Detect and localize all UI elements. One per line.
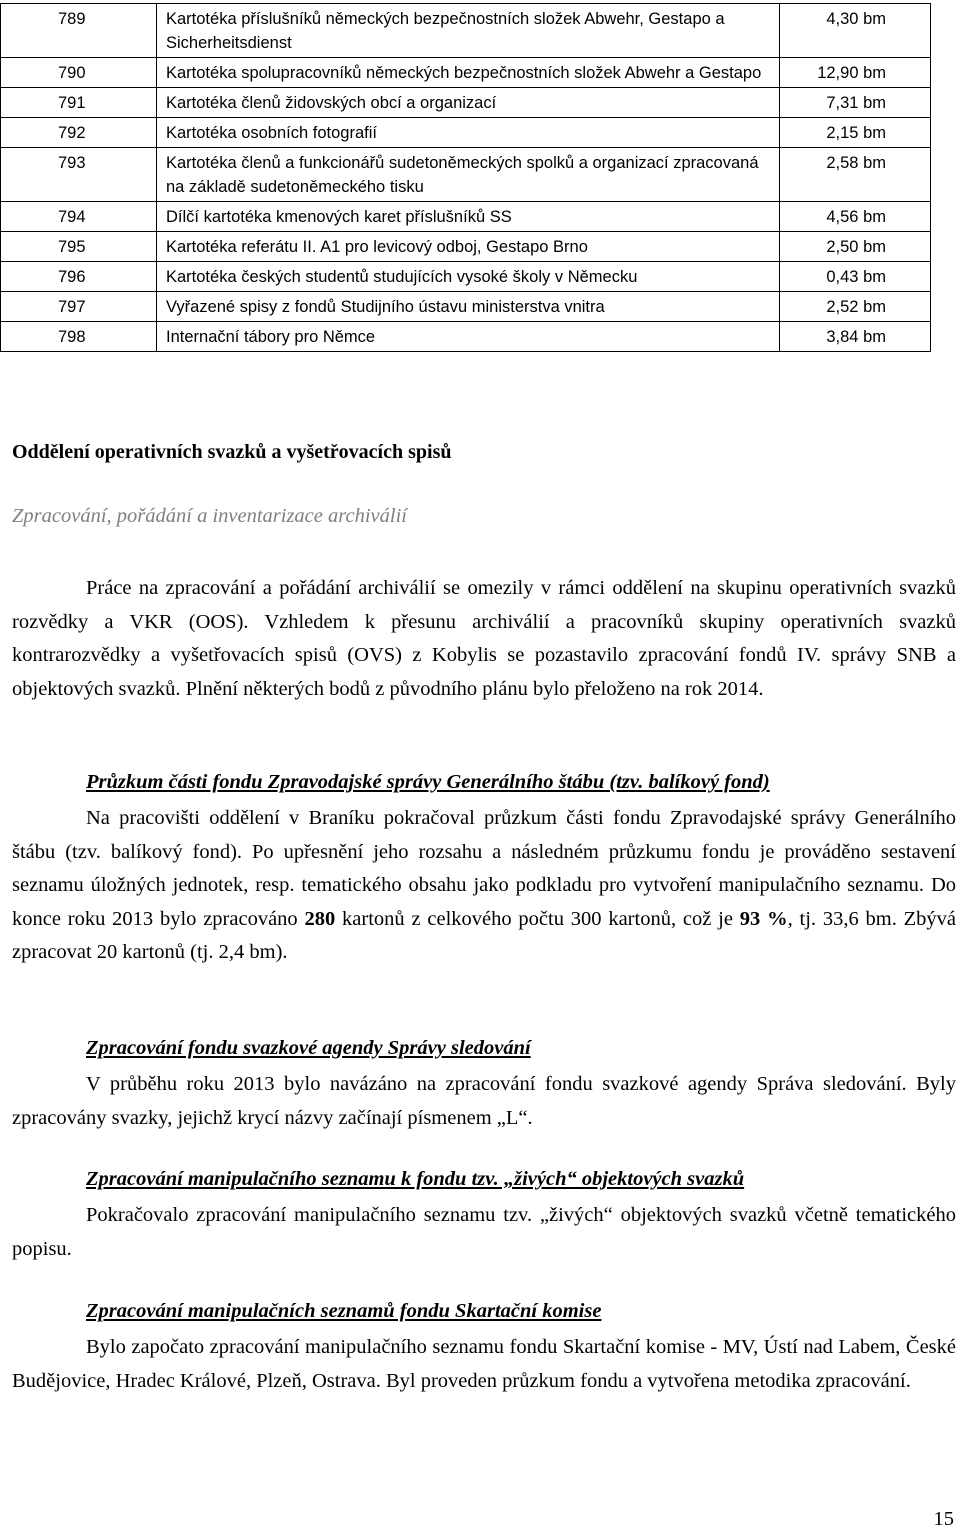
section-text-balikovy-fond [12,802,956,970]
section-title-balikovy-fond: Průzkum části fondu Zpravodajské správy Generálního štábu (tzv. balíkový fond) [86,771,770,793]
row-description: Kartotéka členů židovských obcí a organizací [157,88,780,118]
section-subheading: Zpracování, pořádání a inventarizace archiválií [12,505,407,527]
section-text-sprava-sledovani [12,1068,956,1135]
row-size: 2,15 bm [780,118,931,148]
table-row [1,58,931,88]
row-number: 798 [1,322,157,352]
paragraph-text: Na pracovišti oddělení v Braníku pokračoval průzkum části fondu Zpravodajské správy Generálního štábu (tzv. balíkový fond). Po upřesnění jeho rozsahu a následném průzkumu fondu je prováděno sestavení seznamu úložných jednotek, resp. tematického obsahu jako podkladu pro vytvoření manipulačního seznamu. Do konce roku 2013 bylo zpracováno [12,807,956,930]
row-description: Kartotéka příslušníků německých bezpečnostních složek Abwehr, Gestapo a Sicherheitsdienst [157,4,780,58]
department-heading: Oddělení operativních svazků a vyšetřovacích spisů [12,441,452,463]
row-number: 789 [1,4,157,58]
row-number: 791 [1,88,157,118]
paragraph-text: Pokračovalo zpracování manipulačního seznamu tzv. „živých“ objektových svazků včetně tematického popisu. [12,1204,956,1260]
row-size: 2,58 bm [780,148,931,202]
row-number: 790 [1,58,157,88]
row-description: Vyřazené spisy z fondů Studijního ústavu ministerstva vnitra [157,292,780,322]
page-number: 15 [933,1508,954,1530]
row-size: 0,43 bm [780,262,931,292]
intro-paragraph [12,572,956,706]
row-description: Dílčí kartotéka kmenových karet příslušníků SS [157,202,780,232]
table-row [1,232,931,262]
section-title-sprava-sledovani: Zpracování fondu svazkové agendy Správy sledování [86,1037,531,1059]
row-number: 797 [1,292,157,322]
paragraph-text: Bylo započato zpracování manipulačního seznamu fondu Skartační komise - MV, Ústí nad Labem, České Budějovice, Hradec Králové, Plzeň, Ostrava. Byl proveden průzkum fondu a vytvořena metodika zpracování. [12,1336,956,1392]
table-row [1,118,931,148]
table-row [1,322,931,352]
row-number: 795 [1,232,157,262]
section-text-skartacni-komise [12,1331,956,1398]
section-text-zive-svazky [12,1199,956,1266]
row-description: Kartotéka spolupracovníků německých bezpečnostních složek Abwehr a Gestapo [157,58,780,88]
row-size: 2,50 bm [780,232,931,262]
table-row [1,4,931,58]
row-description: Internační tábory pro Němce [157,322,780,352]
table-row [1,202,931,232]
inventory-table [0,3,931,352]
row-size: 2,52 bm [780,292,931,322]
inventory-table-body [1,4,931,352]
row-number: 792 [1,118,157,148]
table-row [1,292,931,322]
row-number: 794 [1,202,157,232]
row-size: 3,84 bm [780,322,931,352]
row-number: 796 [1,262,157,292]
row-size: 12,90 bm [780,58,931,88]
section-title-zive-svazky: Zpracování manipulačního seznamu k fondu tzv. „živých“ objektových svazků [86,1168,745,1190]
paragraph-text: kartonů z celkového počtu 300 kartonů, což je [342,907,733,930]
row-description: Kartotéka referátu II. A1 pro levicový odboj, Gestapo Brno [157,232,780,262]
intro-text: Práce na zpracování a pořádání archiválií se omezily v rámci oddělení na skupinu operativních svazků rozvědky a VKR (OOS). Vzhledem k přesunu archiválií a pracovníků skupiny operativních svazků kontrarozvědky a vyšetřovacích spisů (OVS) z Kobylis se pozastavilo zpracování fondů IV. správy SNB a objektových svazků. Plnění některých bodů z původního plánu bylo přeloženo na rok 2014. [12,577,956,700]
row-size: 4,30 bm [780,4,931,58]
processed-count: 280 [304,907,336,930]
row-size: 7,31 bm [780,88,931,118]
table-row [1,262,931,292]
row-number: 793 [1,148,157,202]
row-description: Kartotéka českých studentů studujících vysoké školy v Německu [157,262,780,292]
row-description: Kartotéka osobních fotografií [157,118,780,148]
table-row [1,88,931,118]
table-row [1,148,931,202]
paragraph-text: V průběhu roku 2013 bylo navázáno na zpracování fondu svazkové agendy Správa sledování. Byly zpracovány svazky, jejichž krycí názvy začínají písmenem „L“. [12,1073,956,1129]
row-description: Kartotéka členů a funkcionářů sudetoněmeckých spolků a organizací zpracovaná na základě sudetoněmeckého tisku [157,148,780,202]
section-title-skartacni-komise: Zpracování manipulačních seznamů fondu Skartační komise [86,1300,602,1322]
row-size: 4,56 bm [780,202,931,232]
paragraph-text: , tj. 33,6 bm. Zbývá zpracovat 20 kartonů (tj. 2,4 bm). [12,907,957,963]
processed-percent: 93 % [739,907,788,930]
